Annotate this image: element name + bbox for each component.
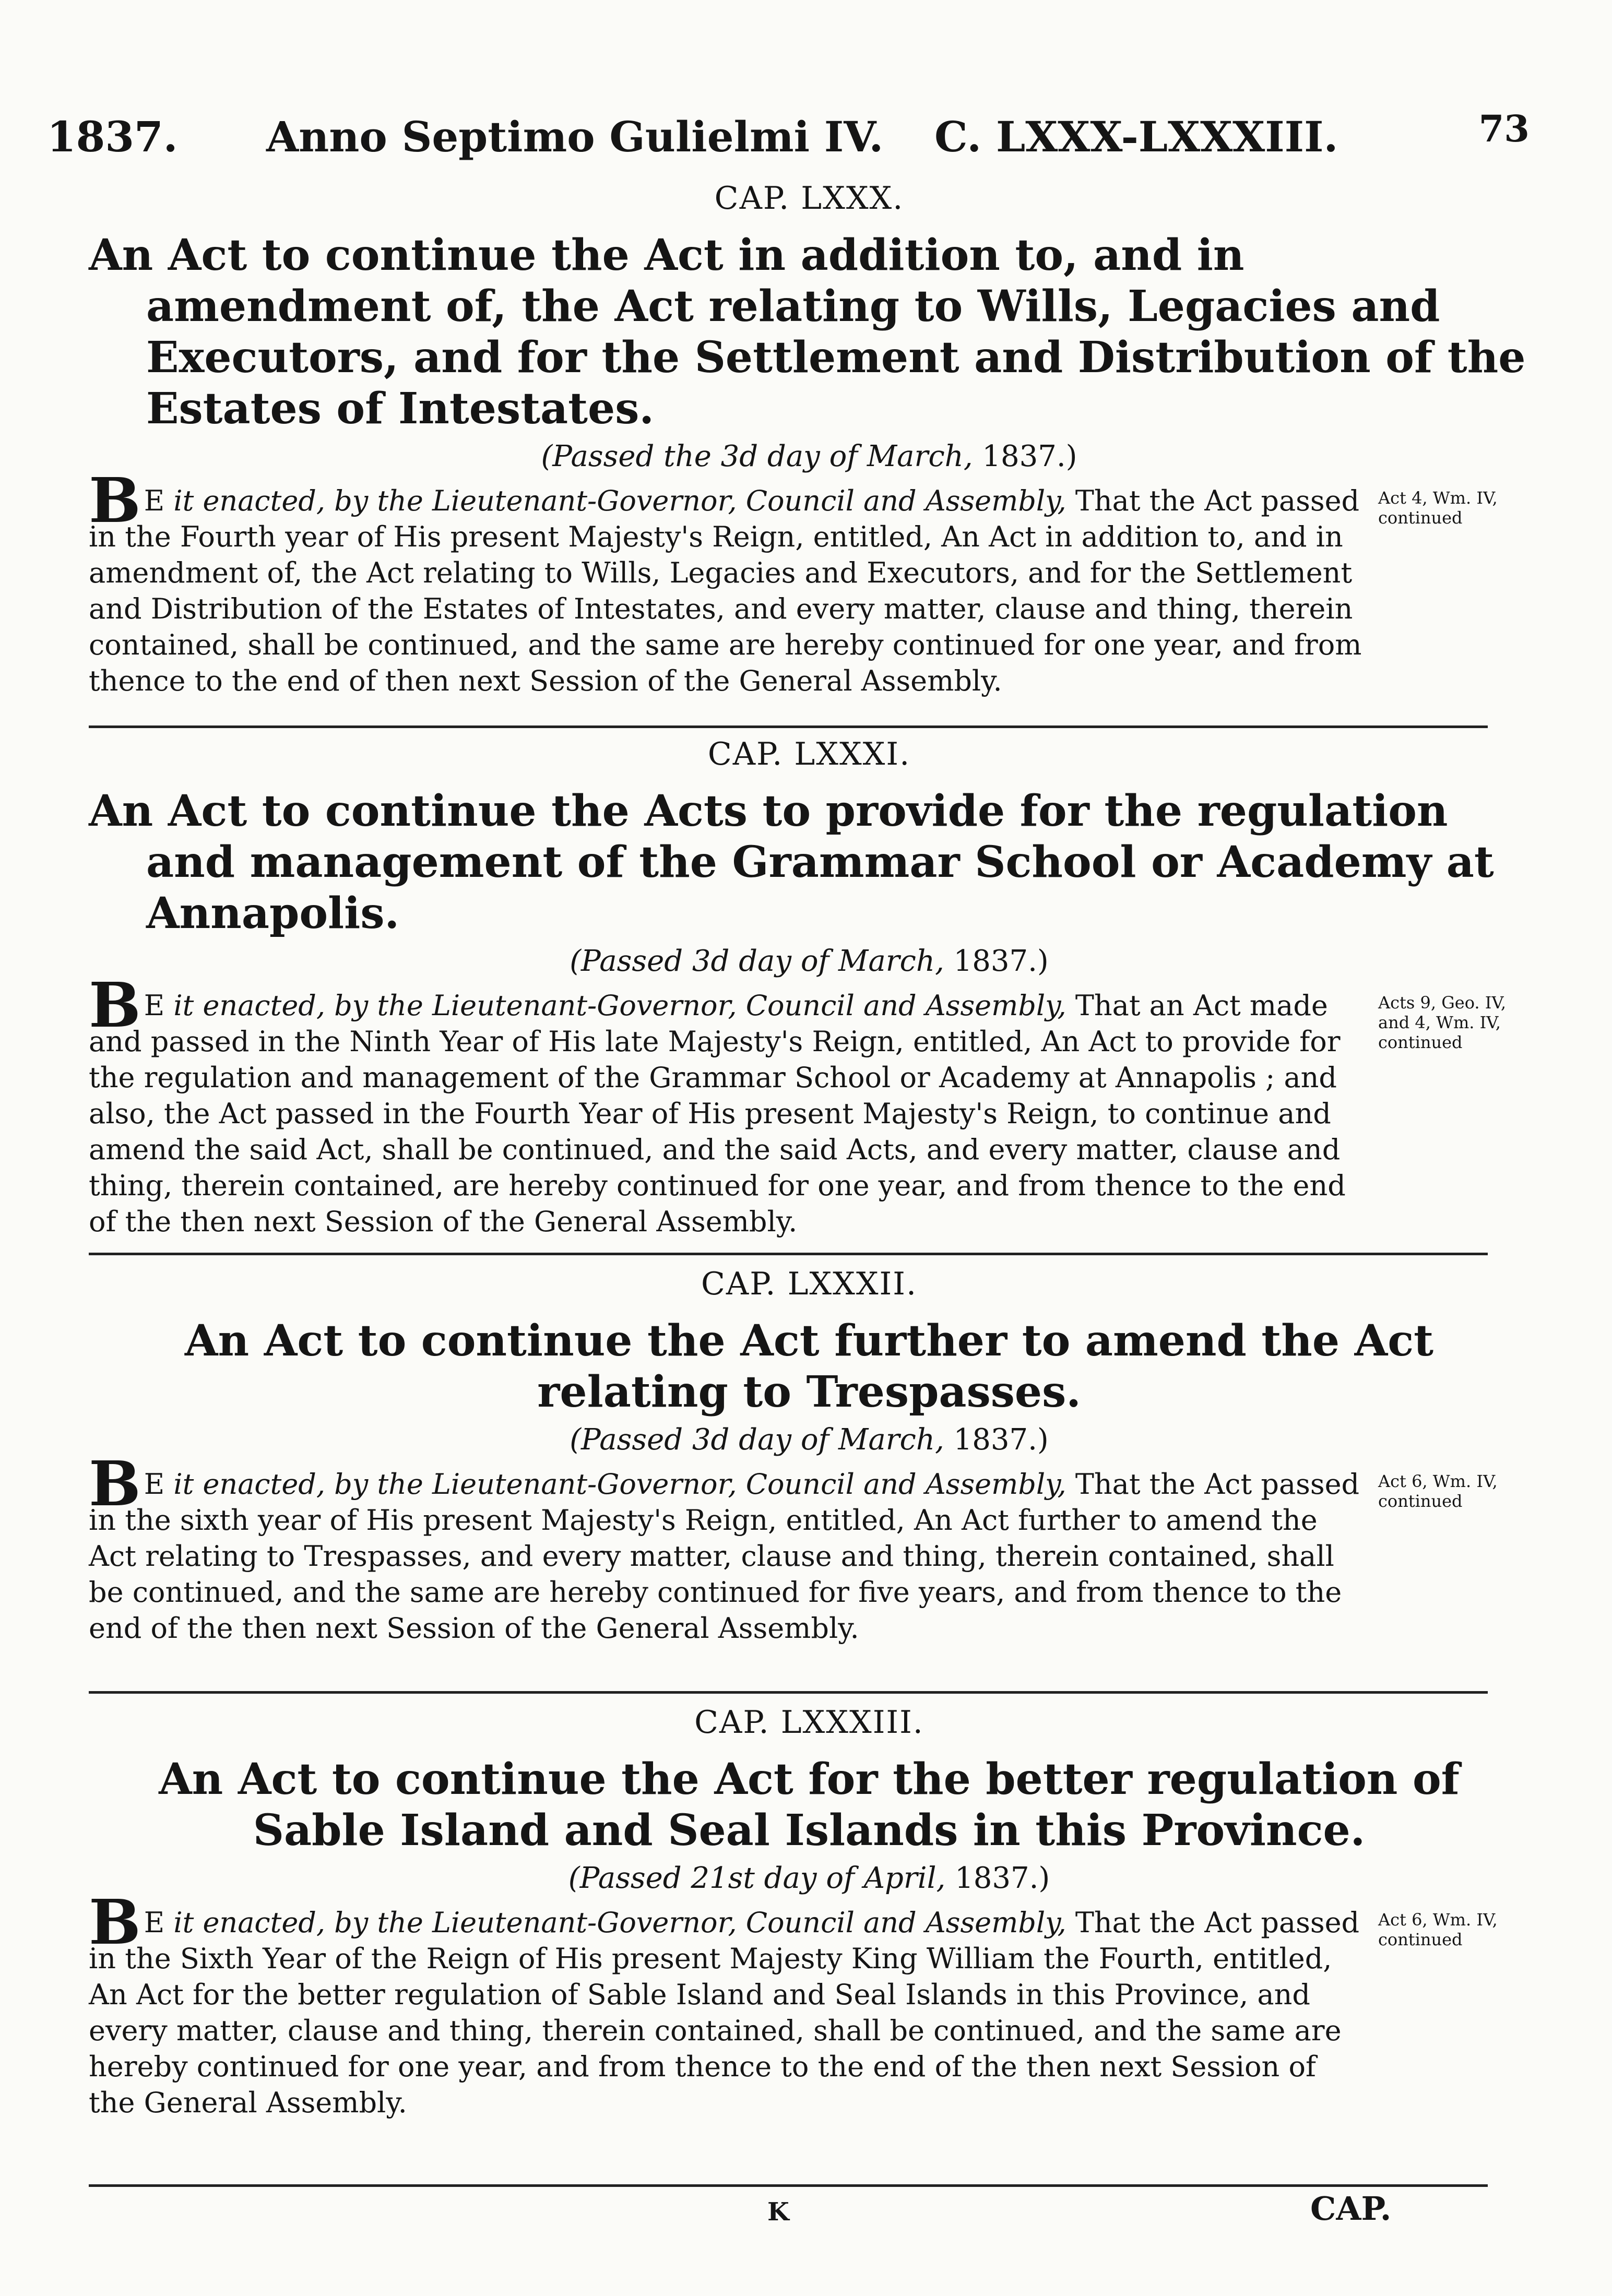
enact-first-letter: E xyxy=(144,989,165,1022)
drop-cap: B xyxy=(89,1886,141,1958)
section-cap-lxxxi xyxy=(89,736,1530,1240)
catchword: CAP. xyxy=(1310,2190,1392,2228)
header-chapters: C. LXXX-LXXXIII. xyxy=(934,112,1338,161)
enactment xyxy=(89,464,1530,699)
act-title: An Act to continue the Acts to provide for the regulation and management of the Grammar School or Academy at Annapolis. xyxy=(89,786,1494,938)
passed-date xyxy=(89,1861,1530,1895)
enactment xyxy=(89,969,1530,1240)
enactment-body: That the Act passed in the Fourth year of His present Majesty's Reign, entitled, An Act in addition to, and in amendment of, the Act relating to Wills, Legacies and Executors, and for the Settlement and Distribution of the Estates of Intestates, and every matter, clause and thing, therein contained, shall be continued, and the same are hereby continued for one year, and from thence to the end of then next Session of the General Assembly. xyxy=(89,484,1362,697)
cap-heading: CAP. LXXXII. xyxy=(701,1266,918,1302)
enact-first-letter: E xyxy=(144,1906,165,1939)
margin-note: Act 6, Wm. IV, continued xyxy=(1378,1471,1498,1511)
enacting-clause: it enacted, by the Lieutenant-Governor, Council and Assembly, xyxy=(173,484,1066,517)
enactment xyxy=(89,1886,1530,2121)
margin-note: Acts 9, Geo. IV, and 4, Wm. IV, continued xyxy=(1378,993,1507,1052)
running-header xyxy=(47,107,1530,175)
enacting-clause: it enacted, by the Lieutenant-Governor, Council and Assembly, xyxy=(173,1906,1066,1939)
section-cap-lxxxiii xyxy=(89,1704,1530,2121)
passed-date xyxy=(89,1423,1530,1457)
act-title: An Act to continue the Act for the better regulation of Sable Island and Seal Islands in this Province. xyxy=(159,1754,1460,1855)
section-cap-lxxxii xyxy=(89,1266,1530,1646)
enactment-body: That the Act passed in the sixth year of His present Majesty's Reign, entitled, An Act further to amend the Act relating to Trespasses, and every matter, clause and thing, therein contained, shall be continued, and the same are hereby continued for five years, and from thence to the end of the then next Session of the General Assembly. xyxy=(89,1468,1360,1645)
drop-cap: B xyxy=(89,1447,141,1520)
enactment-text xyxy=(89,969,1368,1240)
cap-heading: CAP. LXXX. xyxy=(714,180,904,217)
passed-text: (Passed 21st day of April, xyxy=(568,1861,946,1895)
enactment-text xyxy=(89,1886,1368,2121)
enact-first-letter: E xyxy=(144,484,165,517)
drop-cap: B xyxy=(89,464,141,537)
signature-mark: K xyxy=(767,2197,789,2227)
cap-heading: CAP. LXXXIII. xyxy=(694,1704,924,1741)
passed-year: 1837.) xyxy=(955,1861,1050,1895)
enacting-clause: it enacted, by the Lieutenant-Governor, Council and Assembly, xyxy=(173,1468,1066,1501)
act-title: An Act to continue the Act in addition to, and in amendment of, the Act relating to Wills, Legacies and Executors, and for the Settlement and Distribution of the Estates of Intestates. xyxy=(89,230,1526,434)
enactment-body: That an Act made and passed in the Ninth Year of His late Majesty's Reign, entitled, An Act to provide for the regulation and management of the Grammar School or Academy at Annapolis ; and also, the Act passed in the Fourth Year of His present Majesty's Reign, to continue and amend the said Act, shall be continued, and the said Acts, and every matter, clause and thing, therein contained, are hereby continued for one year, and from thence to the end of the then next Session of the General Assembly. xyxy=(89,989,1346,1238)
section-divider xyxy=(89,725,1488,728)
passed-text: (Passed the 3d day of March, xyxy=(541,439,973,473)
section-divider xyxy=(89,1691,1488,1694)
passed-text: (Passed 3d day of March, xyxy=(570,1423,944,1457)
passed-date xyxy=(89,944,1530,978)
drop-cap: B xyxy=(89,969,141,1041)
margin-note: Act 4, Wm. IV, continued xyxy=(1378,488,1498,528)
section-cap-lxxx xyxy=(89,180,1530,699)
enact-first-letter: E xyxy=(144,1468,165,1501)
passed-year: 1837.) xyxy=(982,439,1077,473)
enacting-clause: it enacted, by the Lieutenant-Governor, Council and Assembly, xyxy=(173,989,1066,1022)
section-divider xyxy=(89,1253,1488,1255)
enactment-text xyxy=(89,1447,1368,1646)
enactment-body: That the Act passed in the Sixth Year of the Reign of His present Majesty King William the Fourth, entitled, An Act for the better regulation of Sable Island and Seal Islands in this Province, and every matter, clause and thing, therein contained, shall be continued, and the same are hereby continued for one year, and from thence to the end of the then next Session of the General Assembly. xyxy=(89,1906,1360,2119)
header-title: Anno Septimo Gulielmi IV. xyxy=(266,112,884,161)
enactment xyxy=(89,1447,1530,1646)
enactment-text xyxy=(89,464,1368,699)
passed-year: 1837.) xyxy=(953,944,1049,978)
page-number: 73 xyxy=(1478,107,1530,150)
header-year: 1837. xyxy=(47,112,178,161)
act-title: An Act to continue the Act further to amend the Act relating to Trespasses. xyxy=(184,1316,1434,1417)
margin-note: Act 6, Wm. IV, continued xyxy=(1378,1910,1498,1949)
passed-year: 1837.) xyxy=(953,1423,1049,1457)
passed-text: (Passed 3d day of March, xyxy=(570,944,944,978)
passed-date xyxy=(89,439,1530,473)
section-divider xyxy=(89,2184,1488,2187)
cap-heading: CAP. LXXXI. xyxy=(707,736,911,772)
